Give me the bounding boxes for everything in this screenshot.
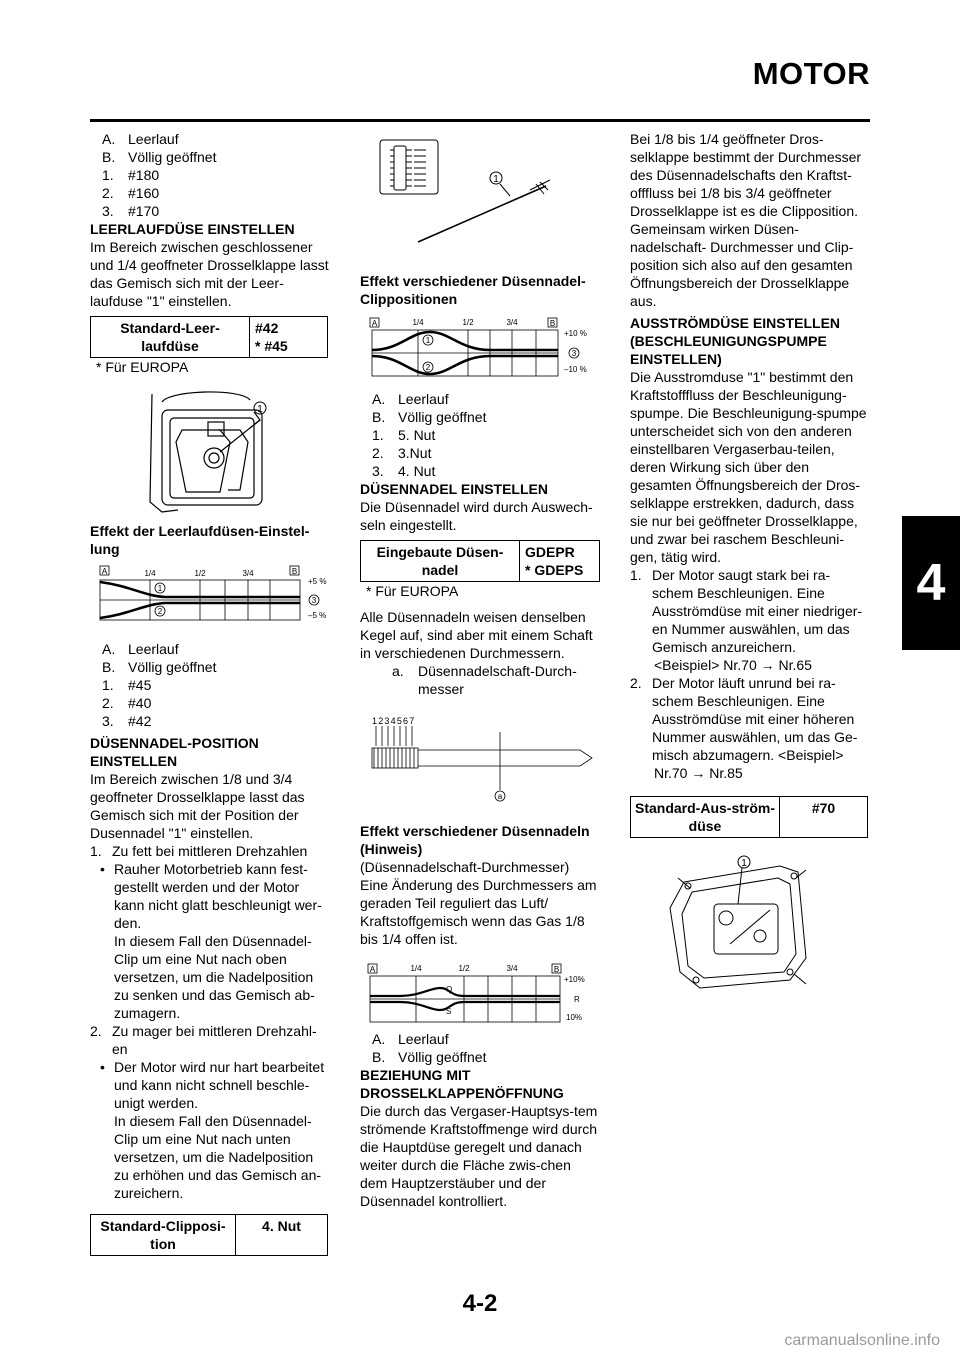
svg-text:B: B	[549, 319, 556, 328]
callout-label: 1	[493, 174, 499, 185]
numbered-item: 1. Der Motor saugt stark bei ra-schem Beschleunigen. Eine Ausströmdüse mit einer niedriger-en Nummer auswählen, um das Gemisch anzureichern.	[630, 567, 863, 655]
page-number: 4-2	[462, 1290, 498, 1317]
watermark: carmanualsonline.info	[784, 1332, 940, 1349]
legend-list-main-jet	[90, 130, 330, 220]
svg-text:2: 2	[425, 363, 431, 372]
bullet-continuation: In diesem Fall den Düsennadel-Clip um eine Nut nach unten versetzen, um die Nadelposition zu erhöhen und das Gemisch an-zureichern.	[114, 1113, 322, 1201]
svg-text:3/4: 3/4	[506, 318, 518, 327]
chapter-tab: 4	[902, 516, 960, 650]
svg-text:1/4: 1/4	[412, 318, 424, 327]
list-item: 2. 3.Nut	[372, 445, 432, 461]
svg-text:2: 2	[157, 607, 163, 616]
list-item: 3. #170	[102, 203, 160, 219]
list-item: 3. #42	[102, 713, 152, 729]
paragraph: Bei 1/8 bis 1/4 geöffneter Dros-selklappe bestimmt der Durchmesser des Düsennadelschafts den Kraftst-offfluss bei 1/8 bis 3/4 geöffneter Drosselklappe ist es die Clipposition. Gemeinsam wirken Düsen-nadelschaft- Durchmesser und Clip-position sich also auf den gesamten Öffnungsbereich der Drosselklappe aus.	[630, 131, 862, 309]
svg-text:S: S	[446, 1007, 452, 1016]
example-line: <Beispiel> Nr.70 → Nr.65	[654, 657, 812, 673]
svg-text:B: B	[553, 965, 560, 974]
legend-list-needle	[360, 1030, 600, 1066]
spec-key: Standard-Leer-laufdüse	[91, 317, 250, 357]
column-1	[90, 130, 330, 1256]
svg-text:1/4: 1/4	[144, 569, 156, 578]
clip-position-diagram	[360, 316, 600, 386]
column-3	[630, 130, 870, 1008]
list-item: B. Völlig geöffnet	[102, 149, 217, 165]
svg-text:A: A	[369, 965, 376, 974]
section-heading: DÜSENNADEL EINSTELLEN	[360, 481, 548, 497]
list-item: 2. #160	[102, 185, 160, 201]
svg-text:–10 %: –10 %	[564, 365, 587, 374]
svg-text:1/4: 1/4	[410, 964, 422, 973]
needle-effect-diagram	[360, 962, 600, 1026]
list-item: 3. 4. Nut	[372, 463, 436, 479]
paragraph: Die Ausstromduse "1" bestimmt den Kraftstofffluss der Beschleunigung-spumpe. Die Beschleunigung-spumpe unterscheidet sich von den anderen einstellbaren Vergaserbau-teilen, deren Wirkung sich über den gesamten Öffnungsbereich der Dros-selklappe erstrekken, dadurch, dass sie nur bei geöffneter Drosselklappe, und zwar bei raschem Beschleuni-gen, tätig wird.	[630, 369, 867, 565]
svg-text:1/2: 1/2	[458, 964, 470, 973]
svg-text:a: a	[497, 792, 503, 801]
bullet-item: • Rauher Motorbetrieb kann fest-gestellt werden und der Motor kann nicht glatt beschleunigt wer-den.	[100, 861, 322, 931]
list-item: 1. #45	[102, 677, 152, 693]
section-heading: BEZIEHUNG MIT DROSSELKLAPPENÖFFNUNG	[360, 1067, 564, 1101]
svg-text:+10%: +10%	[564, 975, 585, 984]
paragraph: Die Düsennadel wird durch Auswech-seln eingestellt.	[360, 499, 593, 533]
list-item: B. Völlig geöffnet	[372, 409, 487, 425]
list-item: B. Völlig geöffnet	[372, 1049, 487, 1065]
section-heading: AUSSTRÖMDÜSE EINSTELLEN (BESCHLEUNIGUNGSPUMPE EINSTELLEN)	[630, 315, 841, 367]
paragraph: (Düsennadelschaft-Durchmesser) Eine Änderung des Durchmessers am geraden Teil reguliert das Luft/ Kraftstoffgemisch wenn das Gas 1/8 bis 1/4 offen ist.	[360, 859, 597, 947]
svg-text:3: 3	[571, 349, 577, 358]
spec-key: Eingebaute Düsen-nadel	[361, 541, 520, 581]
svg-text:+5 %: +5 %	[308, 577, 327, 586]
svg-text:A: A	[371, 319, 378, 328]
list-item: A. Leerlauf	[102, 641, 179, 657]
list-item: A. Leerlauf	[372, 1031, 449, 1047]
spec-value: #70	[811, 800, 836, 816]
svg-text:A: A	[101, 567, 108, 576]
section-heading: Effekt der Leerlaufdüsen-Einstel-lung	[90, 523, 310, 557]
spec-value: #42 * #45	[255, 320, 288, 354]
spec-value: 4. Nut	[262, 1218, 301, 1234]
callout-label: 1	[257, 404, 263, 415]
callout-label: 1	[741, 858, 747, 869]
svg-text:1: 1	[157, 584, 163, 593]
pilot-jet-figure	[90, 382, 330, 522]
svg-text:1/2: 1/2	[462, 318, 474, 327]
numbered-item: 2. Zu mager bei mittleren Drehzahl-en	[90, 1023, 317, 1057]
spec-table	[630, 796, 868, 838]
bullet-item: • Der Motor wird nur hart bearbeitet und kann nicht schnell beschle-unigt werden.	[100, 1059, 325, 1111]
section-heading: Effekt verschiedener Düsennadel-Clippositionen	[360, 273, 586, 307]
section-heading: DÜSENNADEL-POSITION EINSTELLEN	[90, 735, 259, 769]
page-title: MOTOR	[752, 56, 870, 91]
footnote: * Für EUROPA	[96, 359, 189, 375]
spec-table	[360, 540, 600, 582]
list-item: 2. #40	[102, 695, 152, 711]
jet-needle-figure	[360, 138, 600, 268]
column-2	[360, 138, 600, 1210]
needle-shaft-figure	[360, 712, 600, 812]
svg-text:B: B	[291, 567, 298, 576]
svg-text:–5 %: –5 %	[308, 611, 327, 620]
paragraph: Im Bereich zwischen geschlossener und 1/4 geoffneter Drosselklappe lasst das Gemisch sich mit der Leer-laufduse "1" einstellen.	[90, 239, 329, 309]
svg-text:3: 3	[311, 596, 317, 605]
svg-text:3/4: 3/4	[506, 964, 518, 973]
list-item: A. Leerlauf	[372, 391, 449, 407]
svg-text:1/2: 1/2	[194, 569, 206, 578]
spec-value: GDEPR * GDEPS	[525, 544, 584, 578]
pilot-jet-effect-diagram	[90, 564, 330, 640]
numbered-item: 1. Zu fett bei mittleren Drehzahlen	[90, 843, 308, 859]
svg-text:1: 1	[425, 336, 431, 345]
svg-text:Q: Q	[446, 985, 453, 994]
svg-text:1234567: 1234567	[372, 716, 416, 726]
bullet-continuation: In diesem Fall den Düsennadel-Clip um eine Nut nach oben versetzen, um die Nadelposition zu senken und das Gemisch ab-zumagern.	[114, 933, 315, 1021]
svg-text:10%: 10%	[566, 1013, 583, 1022]
example-line: Nr.70 → Nr.85	[654, 765, 743, 781]
sub-item: a. Düsennadelschaft-Durch-messer	[392, 663, 577, 697]
legend-list-clip	[360, 390, 600, 480]
list-item: A. Leerlauf	[102, 131, 179, 147]
legend-list-pilot-jet	[90, 640, 330, 730]
section-heading: LEERLAUFDÜSE EINSTELLEN	[90, 221, 295, 237]
list-item: B. Völlig geöffnet	[102, 659, 217, 675]
paragraph: Alle Düsennadeln weisen denselben Kegel auf, sind aber mit einem Schaft in verschiedenen Durchmessern.	[360, 609, 593, 661]
spec-key: Standard-Aus-ström-düse	[631, 797, 780, 837]
section-heading: Effekt verschiedener Düsennadeln (Hinweis)	[360, 823, 590, 857]
spec-table	[90, 1214, 328, 1256]
list-item: 1. 5. Nut	[372, 427, 436, 443]
header-rule	[90, 119, 870, 122]
spec-key: Standard-Clipposi-tion	[91, 1215, 236, 1255]
paragraph: Die durch das Vergaser-Hauptsys-tem strömende Kraftstoffmenge wird durch die Hauptdüse geregelt und danach weiter durch die Fläche zwis-chen dem Hauptzerstäuber und der Düsennadel kontrolliert.	[360, 1103, 598, 1209]
svg-text:+10 %: +10 %	[564, 329, 587, 338]
svg-text:3/4: 3/4	[242, 569, 254, 578]
svg-text:R: R	[574, 995, 580, 1004]
spec-table	[90, 316, 328, 358]
accelerator-pump-figure	[630, 848, 870, 1008]
numbered-item: 2. Der Motor läuft unrund bei ra-schem Beschleunigen. Eine Ausströmdüse mit einer höheren Nummer auswählen, um das Ge-misch abzumagern. <Beispiel>	[630, 675, 858, 763]
footnote: * Für EUROPA	[366, 583, 459, 599]
list-item: 1. #180	[102, 167, 160, 183]
paragraph: Im Bereich zwischen 1/8 und 3/4 geoffneter Drosselklappe lasst das Gemisch sich mit der Position der Dusennadel "1" einstellen.	[90, 771, 305, 841]
